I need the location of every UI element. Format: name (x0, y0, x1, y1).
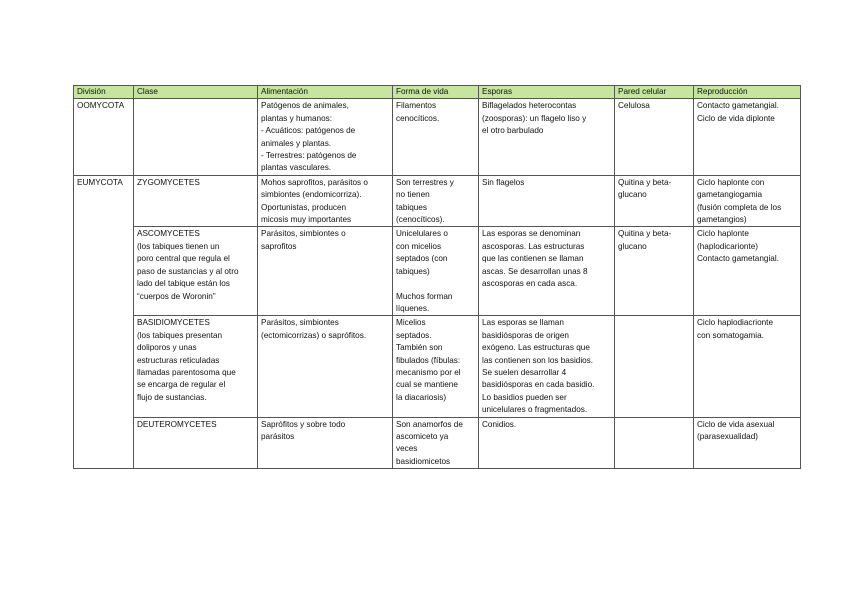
cell-esporas: Las esporas se llaman basidiósporas de origen exógeno. Las estructuras que las contienen son los basidios. Se suelen desarrollar 4 basidiósporas en cada basidio. Lo basidios pueden ser unicelulares o fragmentados. (479, 316, 615, 417)
cell-alimentacion: Parásitos, simbiontes (ectomicorrizas) o saprófitos. (258, 316, 393, 417)
cell-clase (134, 99, 258, 175)
header-alimentacion: Alimentación (258, 86, 393, 99)
cell-pared-celular (615, 316, 694, 417)
cell-esporas: Biflagelados heterocontas (zoosporas): un flagelo liso y el otro barbulado (479, 99, 615, 175)
cell-clase: BASIDIOMYCETES (los tabiques presentan doliporos y unas estructuras reticuladas llamadas parentosoma que se encarga de regular el flujo de sustancias. (134, 316, 258, 417)
cell-forma-de-vida: Son anamorfos de ascomiceto ya veces basidiomicetos (393, 417, 479, 469)
table-row (74, 99, 801, 175)
table-row (74, 175, 801, 227)
cell-alimentacion: Mohos saprofitos, parásitos o simbiontes (endomicorriza). Oportunistas, producen micosis muy importantes (258, 175, 393, 227)
header-division: División (74, 86, 134, 99)
cell-division: EUMYCOTA (74, 175, 134, 468)
header-clase: Clase (134, 86, 258, 99)
header-reproduccion: Reproducción (694, 86, 801, 99)
header-forma-de-vida: Forma de vida (393, 86, 479, 99)
cell-division: OOMYCOTA (74, 99, 134, 175)
header-pared-celular: Pared celular (615, 86, 694, 99)
cell-alimentacion: Parásitos, simbiontes o saprofitos (258, 227, 393, 316)
table-row (74, 417, 801, 469)
cell-esporas: Sin flagelos (479, 175, 615, 227)
cell-alimentacion: Saprófitos y sobre todo parásitos (258, 417, 393, 469)
cell-reproduccion: Contacto gametangial. Ciclo de vida diplonte (694, 99, 801, 175)
cell-esporas: Conidios. (479, 417, 615, 469)
cell-reproduccion: Ciclo haplodiacrionte con somatogamia. (694, 316, 801, 417)
cell-pared-celular: Celulosa (615, 99, 694, 175)
table-row (74, 227, 801, 316)
cell-forma-de-vida: Unicelulares o con micelios septados (con tabiques) Muchos forman líquenes. (393, 227, 479, 316)
cell-clase: ZYGOMYCETES (134, 175, 258, 227)
cell-pared-celular: Quitina y beta- glucano (615, 227, 694, 316)
cell-pared-celular (615, 417, 694, 469)
table-row (74, 316, 801, 417)
cell-esporas: Las esporas se denominan ascosporas. Las estructuras que las contienen se llaman ascas. Se desarrollan unas 8 ascosporas en cada asca. (479, 227, 615, 316)
cell-clase: ASCOMYCETES (los tabiques tienen un poro central que regula el paso de sustancias y al otro lado del tabique están los “cuerpos de Woronin” (134, 227, 258, 316)
cell-forma-de-vida: Micelios septados. También son fibulados (fíbulas: mecanismo por el cual se mantiene la diacariosis) (393, 316, 479, 417)
table-header-row (74, 86, 801, 99)
cell-clase: DEUTEROMYCETES (134, 417, 258, 469)
fungi-classification-table (73, 85, 801, 469)
cell-reproduccion: Ciclo haplonte (haplodicarionte) Contacto gametangial. (694, 227, 801, 316)
cell-forma-de-vida: Son terrestres y no tienen tabiques (cenocíticos). (393, 175, 479, 227)
cell-alimentacion: Patógenos de animales, plantas y humanos: - Acuáticos: patógenos de animales y plantas. - Terrestres: patógenos de plantas vasculares. (258, 99, 393, 175)
header-esporas: Esporas (479, 86, 615, 99)
cell-pared-celular: Quitina y beta- glucano (615, 175, 694, 227)
cell-forma-de-vida: Filamentos cenocíticos. (393, 99, 479, 175)
cell-reproduccion: Ciclo haplonte con gametangiogamia (fusión completa de los gametangios) (694, 175, 801, 227)
cell-reproduccion: Ciclo de vida asexual (parasexualidad) (694, 417, 801, 469)
